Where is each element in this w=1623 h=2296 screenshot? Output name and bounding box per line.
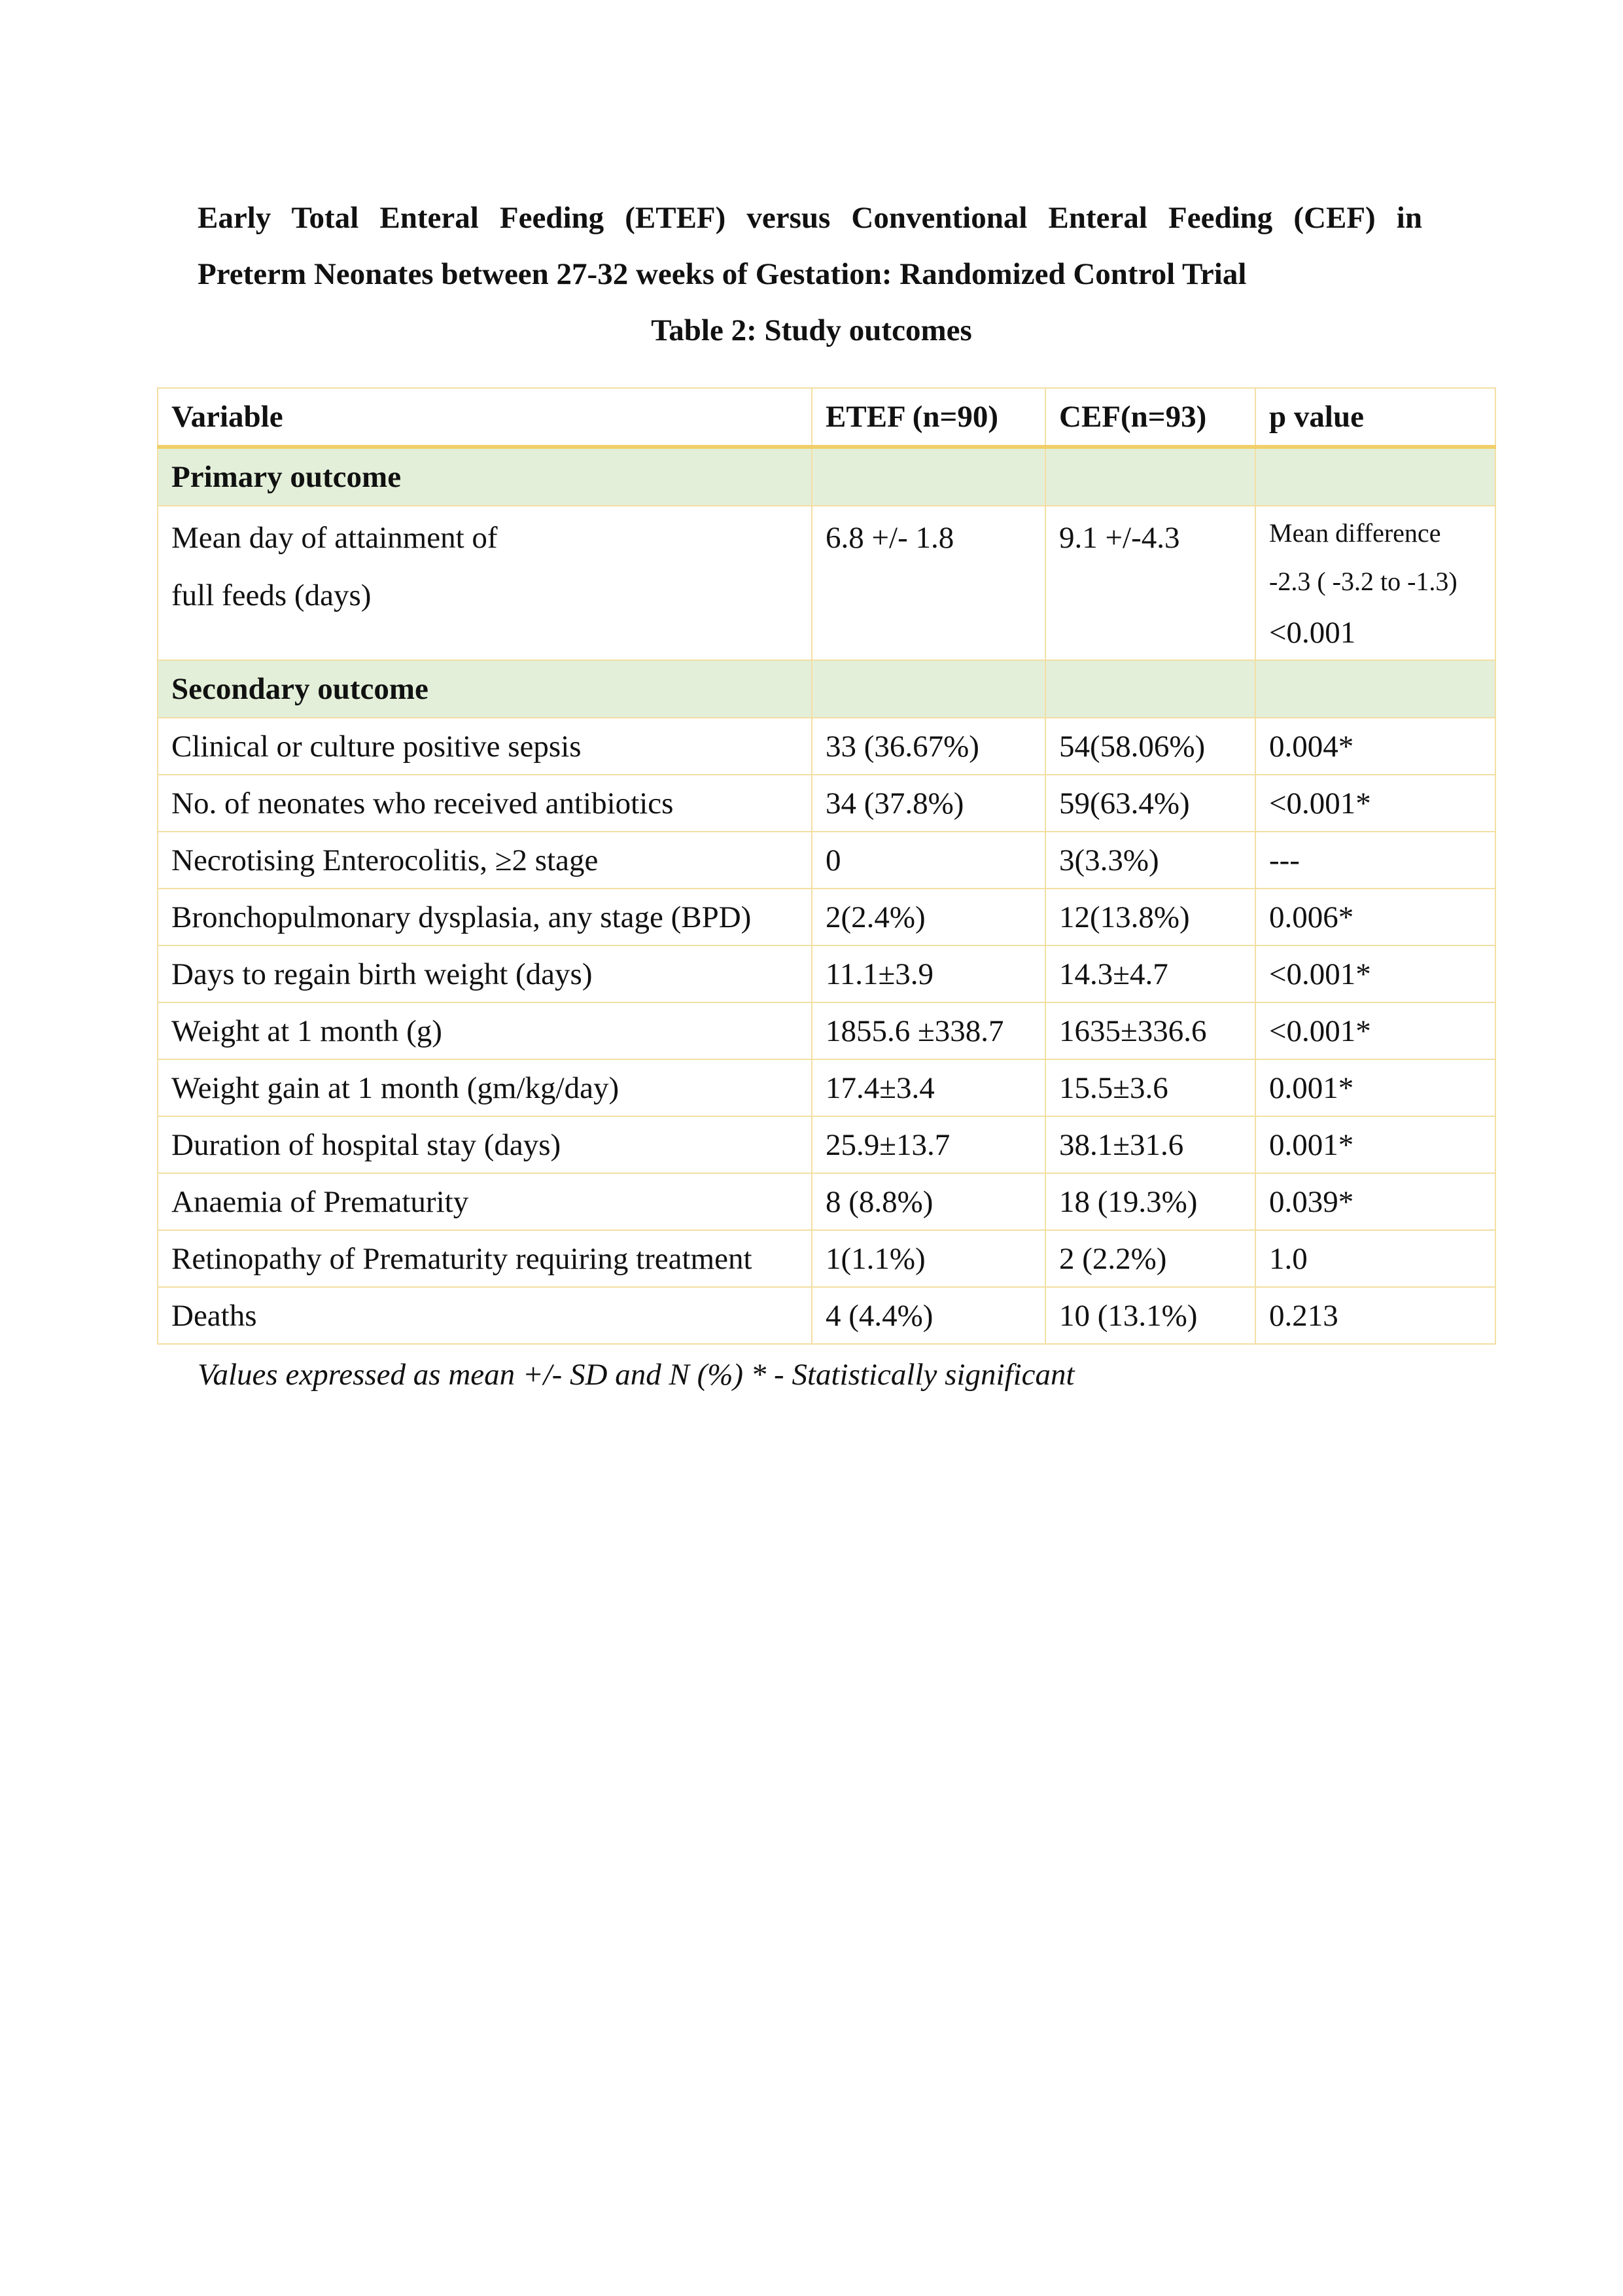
- cell-variable: No. of neonates who received antibiotics: [158, 775, 812, 832]
- cell-etef: [812, 506, 1045, 660]
- cell-cef: 10 (13.1%): [1045, 1287, 1255, 1344]
- cell-etef: 0: [812, 832, 1045, 889]
- cell-cef: 3(3.3%): [1045, 832, 1255, 889]
- cef-value: 9.1 +/-4.3: [1059, 521, 1180, 555]
- variable-line-2: full feeds (days): [171, 578, 372, 612]
- p-value-line-2: -2.3 ( -3.2 to -1.3): [1269, 567, 1457, 596]
- cell-cef: 18 (19.3%): [1045, 1173, 1255, 1230]
- etef-value: 6.8 +/- 1.8: [826, 521, 954, 555]
- cell-etef: 33 (36.67%): [812, 718, 1045, 775]
- cell-p-value: 0.213: [1255, 1287, 1495, 1344]
- cell-p-value: 0.001*: [1255, 1116, 1495, 1173]
- cell-variable: [158, 506, 812, 660]
- study-outcomes-table: [157, 387, 1496, 1345]
- cell-p-value: <0.001*: [1255, 1002, 1495, 1059]
- table-row: [158, 1230, 1495, 1287]
- p-value-line-1: Mean difference: [1269, 518, 1441, 548]
- section-label-secondary: Secondary outcome: [158, 660, 812, 718]
- table-header-row: [158, 388, 1495, 447]
- cell-etef: 8 (8.8%): [812, 1173, 1045, 1230]
- cell-cef: [1045, 506, 1255, 660]
- section-label-primary: Primary outcome: [158, 447, 812, 506]
- cell-variable: Bronchopulmonary dysplasia, any stage (BPD): [158, 889, 812, 945]
- document-title-line-1: Early Total Enteral Feeding (ETEF) versus Conventional Enteral Feeding (CEF) in: [198, 201, 1422, 235]
- header-p-value: p value: [1255, 388, 1495, 447]
- cell-p-value: ---: [1255, 832, 1495, 889]
- variable-line-1: Mean day of attainment of: [171, 521, 498, 555]
- cell-p-value: 0.001*: [1255, 1059, 1495, 1116]
- p-value-line-3: <0.001: [1269, 616, 1356, 650]
- table-footnote: Values expressed as mean +/- SD and N (%) * - Statistically significant: [198, 1358, 1075, 1392]
- cell-cef: 1635±336.6: [1045, 1002, 1255, 1059]
- cell-etef: 17.4±3.4: [812, 1059, 1045, 1116]
- cell-variable: Retinopathy of Prematurity requiring treatment: [158, 1230, 812, 1287]
- table-row: [158, 832, 1495, 889]
- cell-etef: 34 (37.8%): [812, 775, 1045, 832]
- cell-variable: Duration of hospital stay (days): [158, 1116, 812, 1173]
- section-row-secondary: [158, 660, 1495, 718]
- cell-cef: 54(58.06%): [1045, 718, 1255, 775]
- cell-p-value: 0.039*: [1255, 1173, 1495, 1230]
- section-row-primary: [158, 447, 1495, 506]
- cell-cef: 15.5±3.6: [1045, 1059, 1255, 1116]
- cell-etef: 1855.6 ±338.7: [812, 1002, 1045, 1059]
- cell-etef: 2(2.4%): [812, 889, 1045, 945]
- table-row: [158, 1173, 1495, 1230]
- header-cef: CEF(n=93): [1045, 388, 1255, 447]
- cell-p-value: <0.001*: [1255, 775, 1495, 832]
- cell-p-value: 1.0: [1255, 1230, 1495, 1287]
- table-row: [158, 889, 1495, 945]
- table-row: [158, 945, 1495, 1002]
- cell-cef: 59(63.4%): [1045, 775, 1255, 832]
- cell-cef: 2 (2.2%): [1045, 1230, 1255, 1287]
- cell-cef: 14.3±4.7: [1045, 945, 1255, 1002]
- table-row: [158, 775, 1495, 832]
- cell-variable: Deaths: [158, 1287, 812, 1344]
- header-variable: Variable: [158, 388, 812, 447]
- cell-variable: Weight at 1 month (g): [158, 1002, 812, 1059]
- cell-variable: Clinical or culture positive sepsis: [158, 718, 812, 775]
- cell-p-value: 0.006*: [1255, 889, 1495, 945]
- cell-etef: 11.1±3.9: [812, 945, 1045, 1002]
- table-row: [158, 718, 1495, 775]
- table-title: Table 2: Study outcomes: [651, 313, 972, 347]
- document-title-line-2: Preterm Neonates between 27-32 weeks of Gestation: Randomized Control Trial: [198, 257, 1247, 291]
- cell-p-value: 0.004*: [1255, 718, 1495, 775]
- cell-variable: Weight gain at 1 month (gm/kg/day): [158, 1059, 812, 1116]
- table-row: [158, 1287, 1495, 1344]
- cell-variable: Days to regain birth weight (days): [158, 945, 812, 1002]
- cell-cef: 38.1±31.6: [1045, 1116, 1255, 1173]
- cell-variable: Anaemia of Prematurity: [158, 1173, 812, 1230]
- table-row: [158, 1059, 1495, 1116]
- cell-p-value: [1255, 506, 1495, 660]
- cell-etef: 25.9±13.7: [812, 1116, 1045, 1173]
- cell-etef: 4 (4.4%): [812, 1287, 1045, 1344]
- cell-variable: Necrotising Enterocolitis, ≥2 stage: [158, 832, 812, 889]
- table-row: [158, 1116, 1495, 1173]
- cell-p-value: <0.001*: [1255, 945, 1495, 1002]
- table-row-primary: [158, 506, 1495, 660]
- table-row: [158, 1002, 1495, 1059]
- cell-etef: 1(1.1%): [812, 1230, 1045, 1287]
- cell-cef: 12(13.8%): [1045, 889, 1255, 945]
- header-etef: ETEF (n=90): [812, 388, 1045, 447]
